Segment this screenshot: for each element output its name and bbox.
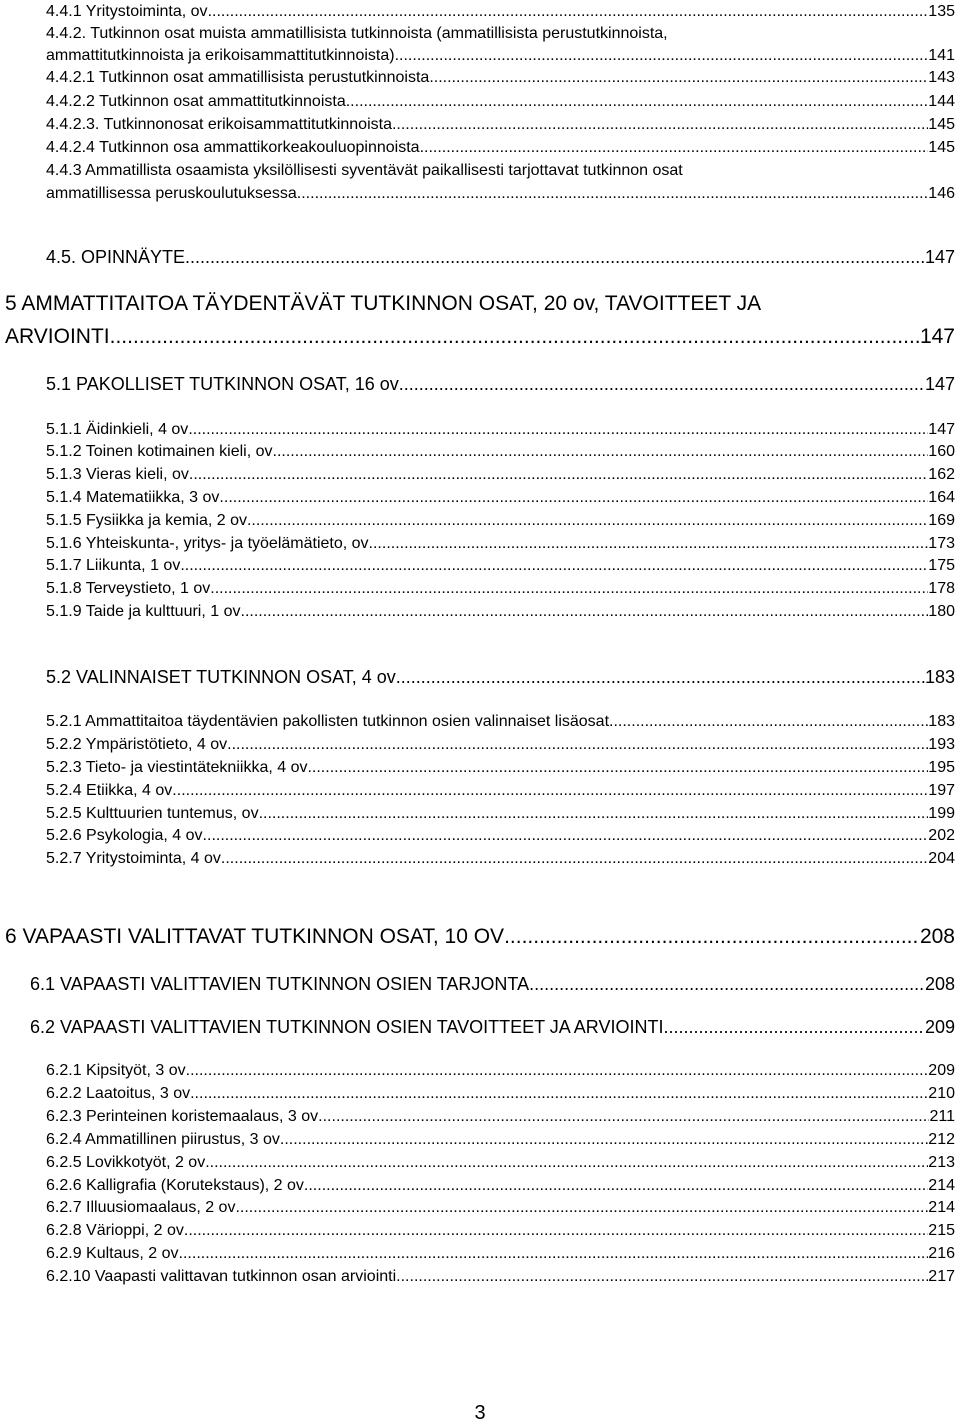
dot-leader: [280, 1131, 928, 1149]
dot-leader: [210, 580, 928, 598]
toc-entry-page: 199: [928, 805, 955, 822]
toc-entry-page: 162: [928, 466, 955, 483]
dot-leader: [241, 603, 929, 621]
toc-entry-page: 135: [928, 3, 955, 20]
dot-leader: [399, 47, 928, 65]
toc-entry-title: 5.2.3 Tieto- ja viestintätekniikka, 4 ov: [46, 759, 308, 776]
toc-entry-page: 217: [928, 1268, 955, 1285]
toc-entry[interactable]: [46, 667, 955, 688]
toc-entry-title: 5.2.2 Ympäristötieto, 4 ov: [46, 736, 228, 753]
toc-entry-page: 141: [928, 47, 955, 64]
toc-entry-page: 175: [928, 557, 955, 574]
toc-entry[interactable]: [46, 557, 955, 575]
toc-entry-title: 5.1.6 Yhteiskunta-, yritys- ja työelämätieto, ov: [46, 535, 369, 552]
dot-leader: [205, 1154, 928, 1172]
dot-leader: [273, 443, 929, 461]
toc-entry-page: 147: [919, 325, 955, 348]
toc-entry-page: 160: [928, 443, 955, 460]
toc-entry-title: 5.1.1 Äidinkieli, 4 ov: [46, 421, 189, 438]
toc-entry[interactable]: [30, 974, 955, 995]
toc-entry[interactable]: [46, 512, 955, 530]
toc-entry[interactable]: [30, 1017, 955, 1038]
toc-entry[interactable]: [46, 535, 955, 553]
dot-leader: [346, 93, 929, 111]
toc-entry-title: 4.4.2.4 Tutkinnon osa ammattikorkeakouluopinnoista: [46, 139, 420, 156]
toc-entry-title: ammatillisessa peruskoulutuksessa: [46, 185, 297, 202]
toc-entry-title: 4.4.2.2 Tutkinnon osat ammattitutkinnoista: [46, 93, 346, 110]
toc-entry-title: 5.1 PAKOLLISET TUTKINNON OSAT, 16 ov: [46, 374, 399, 394]
toc-entry-page: 147: [928, 421, 955, 438]
toc-entry-page: 210: [928, 1085, 955, 1102]
page-number: 3: [474, 1402, 486, 1424]
toc-entry[interactable]: [46, 1085, 955, 1103]
toc-entry[interactable]: [46, 1268, 955, 1286]
toc-entry-page: 183: [924, 667, 955, 687]
toc-entry-title: ARVIOINTI: [5, 325, 110, 348]
dot-leader: [396, 1268, 928, 1286]
toc-entry[interactable]: [46, 603, 955, 621]
toc-entry-page: 214: [928, 1199, 955, 1216]
toc-entry[interactable]: [46, 139, 955, 157]
toc-entry[interactable]: [46, 1245, 955, 1263]
toc-entry[interactable]: [46, 1222, 955, 1240]
dot-leader: [663, 1017, 924, 1038]
dot-leader: [219, 489, 928, 507]
toc-entry-page: 143: [928, 69, 955, 86]
dot-leader: [429, 69, 928, 87]
toc-entry-page: 208: [924, 974, 955, 994]
toc-entry-title: 6 VAPAASTI VALITTAVAT TUTKINNON OSAT, 10 OV: [5, 925, 505, 948]
toc-entry-line1[interactable]: 5 AMMATTITAITOA TÄYDENTÄVÄT TUTKINNON OSAT, 20 ov, TAVOITTEET JA: [5, 292, 762, 315]
toc-entry[interactable]: [46, 580, 955, 598]
dot-leader: [203, 827, 929, 845]
dot-leader: [188, 421, 928, 439]
toc-entry[interactable]: [46, 713, 955, 731]
dot-leader: [420, 139, 929, 157]
toc-entry-title: 5.2.5 Kulttuurien tuntemus, ov: [46, 805, 259, 822]
toc-entry[interactable]: [46, 759, 955, 777]
toc-entry-page: 215: [928, 1222, 955, 1239]
dot-leader: [221, 850, 928, 868]
toc-entry-title: 5.1.7 Liikunta, 1 ov: [46, 557, 181, 574]
toc-entry-title: 6.2 VAPAASTI VALITTAVIEN TUTKINNON OSIEN TAVOITTEET JA ARVIOINTI: [30, 1017, 664, 1037]
toc-entry-line1[interactable]: 4.4.3 Ammatillista osaamista yksilöllisesti syventävät paikallisesti tarjottavat tutkinnon osat: [46, 162, 683, 179]
toc-entry-title: 6.2.7 Illuusiomaalaus, 2 ov: [46, 1199, 236, 1216]
toc-entry-title: 5.1.2 Toinen kotimainen kieli, ov: [46, 443, 273, 460]
dot-leader: [179, 1245, 929, 1263]
toc-entry-title: ammattitutkinnoista ja erikoisammattitutkinnoista).: [46, 47, 400, 64]
toc-entry[interactable]: [46, 69, 955, 87]
toc-entry-title: 6.1 VAPAASTI VALITTAVIEN TUTKINNON OSIEN TARJONTA: [30, 974, 530, 994]
toc-entry-page: 197: [928, 782, 955, 799]
dot-leader: [396, 667, 925, 688]
dot-leader: [609, 713, 928, 731]
dot-leader: [504, 925, 920, 949]
toc-entry[interactable]: [46, 421, 955, 439]
toc-entry-title: 4.4.2.1 Tutkinnon osat ammatillisista perustutkinnoista: [46, 69, 430, 86]
toc-entry[interactable]: [46, 782, 955, 800]
toc-entry-page: 214: [928, 1177, 955, 1194]
toc-entry-title: 5.1.9 Taide ja kulttuuri, 1 ov: [46, 603, 241, 620]
dot-leader: [190, 1085, 928, 1103]
toc-entry-page: 164: [928, 489, 955, 506]
toc-entry[interactable]: [46, 3, 955, 21]
toc-entry-page: 216: [928, 1245, 955, 1262]
toc-entry[interactable]: [46, 736, 955, 754]
toc-entry-page: 209: [924, 1017, 955, 1037]
toc-entry-title: 6.2.4 Ammatillinen piirustus, 3 ov: [46, 1131, 280, 1148]
toc-entry[interactable]: [5, 925, 955, 949]
dot-leader: [184, 1222, 928, 1240]
toc-entry[interactable]: [46, 1131, 955, 1149]
toc-entry-title: 6.2.6 Kalligrafia (Korutekstaus), 2 ov: [46, 1177, 304, 1194]
toc-entry-title: 6.2.10 Vaapasti valittavan tutkinnon osan arviointi: [46, 1268, 397, 1285]
toc-entry-page: 209: [928, 1062, 955, 1079]
toc-entry-page: 212: [928, 1131, 955, 1148]
dot-leader: [189, 466, 928, 484]
toc-entry-page: 193: [928, 736, 955, 753]
toc-entry-page: 145: [928, 116, 955, 133]
dot-leader: [318, 1108, 929, 1126]
dot-leader: [235, 1199, 928, 1217]
toc-entry-page: 202: [928, 827, 955, 844]
dot-leader: [297, 185, 929, 203]
toc-entry[interactable]: [46, 805, 955, 823]
toc-entry[interactable]: [46, 443, 955, 461]
toc-entry-page: 180: [928, 603, 955, 620]
toc-entry-page: 204: [928, 850, 955, 867]
toc-entry[interactable]: [46, 1062, 955, 1080]
toc-entry-page: 183: [928, 713, 955, 730]
dot-leader: [185, 247, 925, 268]
toc-entry-title: 4.4.1 Yritystoiminta, ov: [46, 3, 208, 20]
dot-leader: [110, 325, 920, 349]
toc-entry[interactable]: [46, 827, 955, 845]
toc-entry-page: 195: [928, 759, 955, 776]
toc-entry[interactable]: [46, 850, 955, 868]
dot-leader: [369, 535, 929, 553]
toc-entry-page: 178: [928, 580, 955, 597]
toc-entry-title: 5.1.5 Fysiikka ja kemia, 2 ov: [46, 512, 247, 529]
toc-entry-page: 211: [929, 1108, 955, 1125]
dot-leader: [186, 1062, 929, 1080]
toc-entry-title: 6.2.3 Perinteinen koristemaalaus, 3 ov: [46, 1108, 319, 1125]
toc-entry[interactable]: [46, 247, 955, 268]
dot-leader: [247, 512, 928, 530]
toc-entry-title: 5.1.4 Matematiikka, 3 ov: [46, 489, 220, 506]
toc-entry-title: 5.2 VALINNAISET TUTKINNON OSAT, 4 ov: [46, 667, 396, 687]
toc-entry[interactable]: [46, 116, 955, 134]
toc-entry-title: 5.1.8 Terveystieto, 1 ov: [46, 580, 211, 597]
toc-entry-title: 6.2.9 Kultaus, 2 ov: [46, 1245, 179, 1262]
toc-entry-title: 4.5. OPINNÄYTE: [46, 247, 186, 267]
toc-entry-line1[interactable]: 4.4.2. Tutkinnon osat muista ammatillisista tutkinnoista (ammatillisista perustutkinnoista,: [46, 25, 668, 42]
toc-entry-title: 5.2.6 Psykologia, 4 ov: [46, 827, 203, 844]
toc-entry[interactable]: [46, 374, 955, 395]
toc-entry[interactable]: [46, 1154, 955, 1172]
toc-entry-page: 213: [928, 1154, 955, 1171]
toc-entry-page: 144: [928, 93, 955, 110]
toc-entry-title: 5.2.1 Ammattitaitoa täydentävien pakollisten tutkinnon osien valinnaiset lisäosat: [46, 713, 610, 730]
toc-entry[interactable]: [46, 1177, 955, 1195]
toc-entry-page: 145: [928, 139, 955, 156]
toc-entry-title: 6.2.1 Kipsityöt, 3 ov: [46, 1062, 186, 1079]
toc-entry-page: 147: [924, 247, 955, 267]
dot-leader: [307, 759, 928, 777]
toc-entry-page: 169: [928, 512, 955, 529]
toc-entry[interactable]: [46, 185, 955, 203]
toc-entry-title: 6.2.8 Värioppi, 2 ov: [46, 1222, 184, 1239]
toc-entry-title: 4.4.2.3. Tutkinnonosat erikoisammattitutkinnoista: [46, 116, 392, 133]
toc-entry-page: 147: [924, 374, 955, 394]
toc-entry-page: 173: [928, 535, 955, 552]
dot-leader: [208, 3, 929, 21]
toc-entry[interactable]: [46, 93, 955, 111]
toc-entry[interactable]: [5, 325, 955, 349]
toc-entry-title: 5.2.7 Yritystoiminta, 4 ov: [46, 850, 221, 867]
toc-entry[interactable]: [46, 489, 955, 507]
dot-leader: [259, 805, 929, 823]
toc-entry[interactable]: [46, 47, 955, 65]
dot-leader: [399, 374, 925, 395]
toc-entry-page: 146: [928, 185, 955, 202]
dot-leader: [304, 1177, 928, 1195]
toc-entry-title: 5.2.4 Etiikka, 4 ov: [46, 782, 173, 799]
toc-entry-page: 208: [919, 925, 955, 948]
dot-leader: [180, 557, 928, 575]
dot-leader: [529, 974, 925, 995]
toc-entry[interactable]: [46, 1108, 955, 1126]
toc-entry-title: 6.2.5 Lovikkotyöt, 2 ov: [46, 1154, 206, 1171]
dot-leader: [392, 116, 928, 134]
toc-entry-title: 5.1.3 Vieras kieli, ov: [46, 466, 189, 483]
toc-entry-title: 6.2.2 Laatoitus, 3 ov: [46, 1085, 191, 1102]
toc-entry[interactable]: [46, 466, 955, 484]
toc-entry[interactable]: [46, 1199, 955, 1217]
dot-leader: [227, 736, 928, 754]
dot-leader: [172, 782, 928, 800]
